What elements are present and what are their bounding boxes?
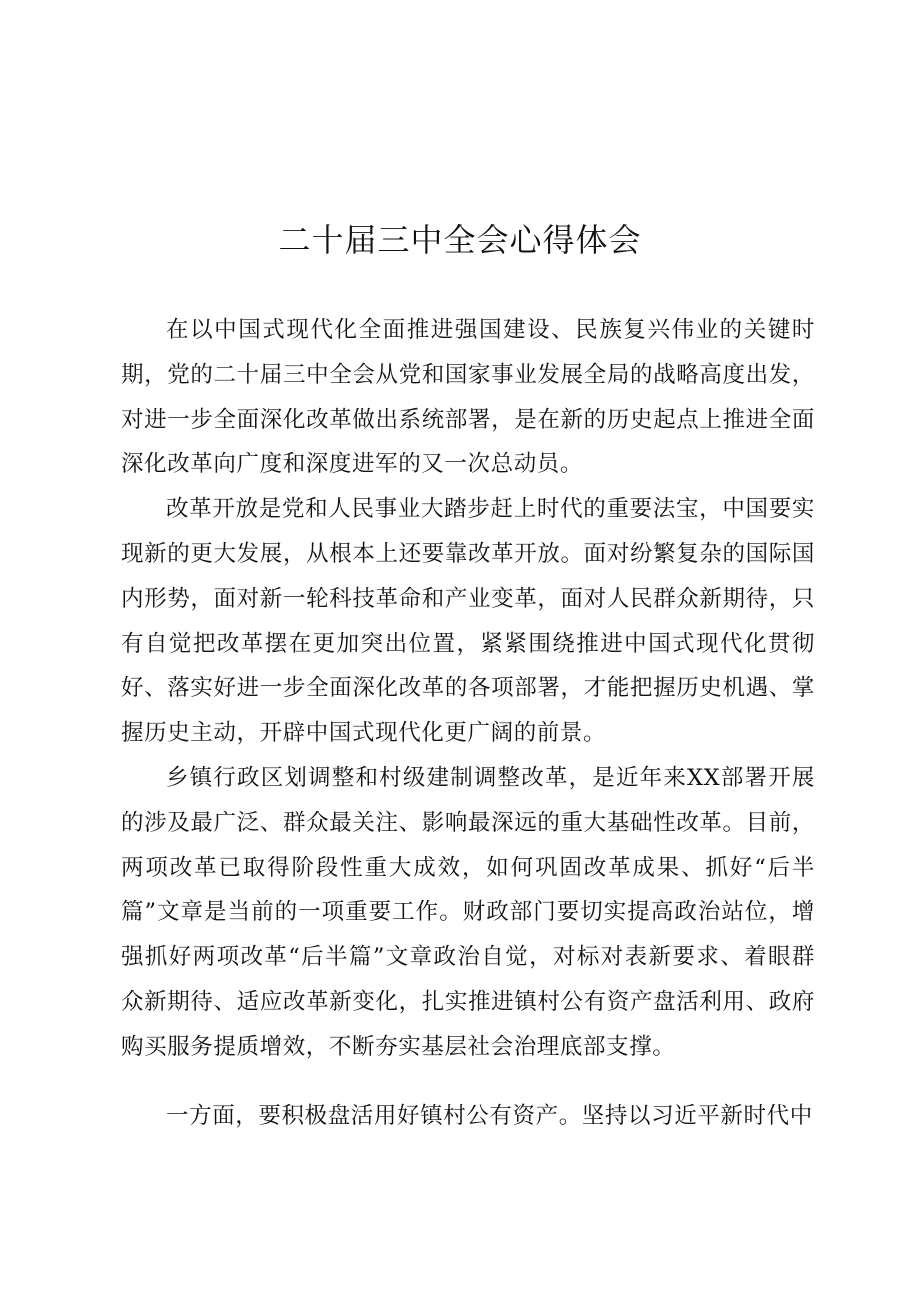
paragraph-3: 乡镇行政区划调整和村级建制调整改革，是近年来XX部署开展的涉及最广泛、群众最关注、影响最深远的重大基础性改革。目前，两项改革已取得阶段性重大成效，如何巩固改革成果、抓好“后半篇”文章是当前的一项重要工作。财政部门要切实提高政治站位，增强抓好两项改革“后半篇”文章政治自觉，对标对表新要求、着眼群众新期待、适应改革新变化，扎实推进镇村公有资产盘活利用、政府购买服务提质增效，不断夯实基层社会治理底部支撑。 [121,764,815,1060]
paragraph-4: 一方面，要积极盘活用好镇村公有资产。坚持以习近平新时代中 [166,1102,813,1129]
document-body [121,308,815,1138]
document-title: 二十届三中全会心得体会 [278,221,642,259]
paragraph-1: 在以中国式现代化全面推进强国建设、民族复兴伟业的关键时期，党的二十届三中全会从党和国家事业发展全局的战略高度出发，对进一步全面深化改革做出系统部署，是在新的历史起点上推进全面深化改革向广度和深度进军的又一次总动员。 [121,317,815,478]
paragraph-2: 改革开放是党和人民事业大踏步赶上时代的重要法宝，中国要实现新的更大发展，从根本上还要靠改革开放。面对纷繁复杂的国际国内形势，面对新一轮科技革命和产业变革，面对人民群众新期待，只有自觉把改革摆在更加突出位置，紧紧围绕推进中国式现代化贯彻好、落实好进一步全面深化改革的各项部署，才能把握历史机遇、掌握历史主动，开辟中国式现代化更广阔的前景。 [121,496,815,747]
